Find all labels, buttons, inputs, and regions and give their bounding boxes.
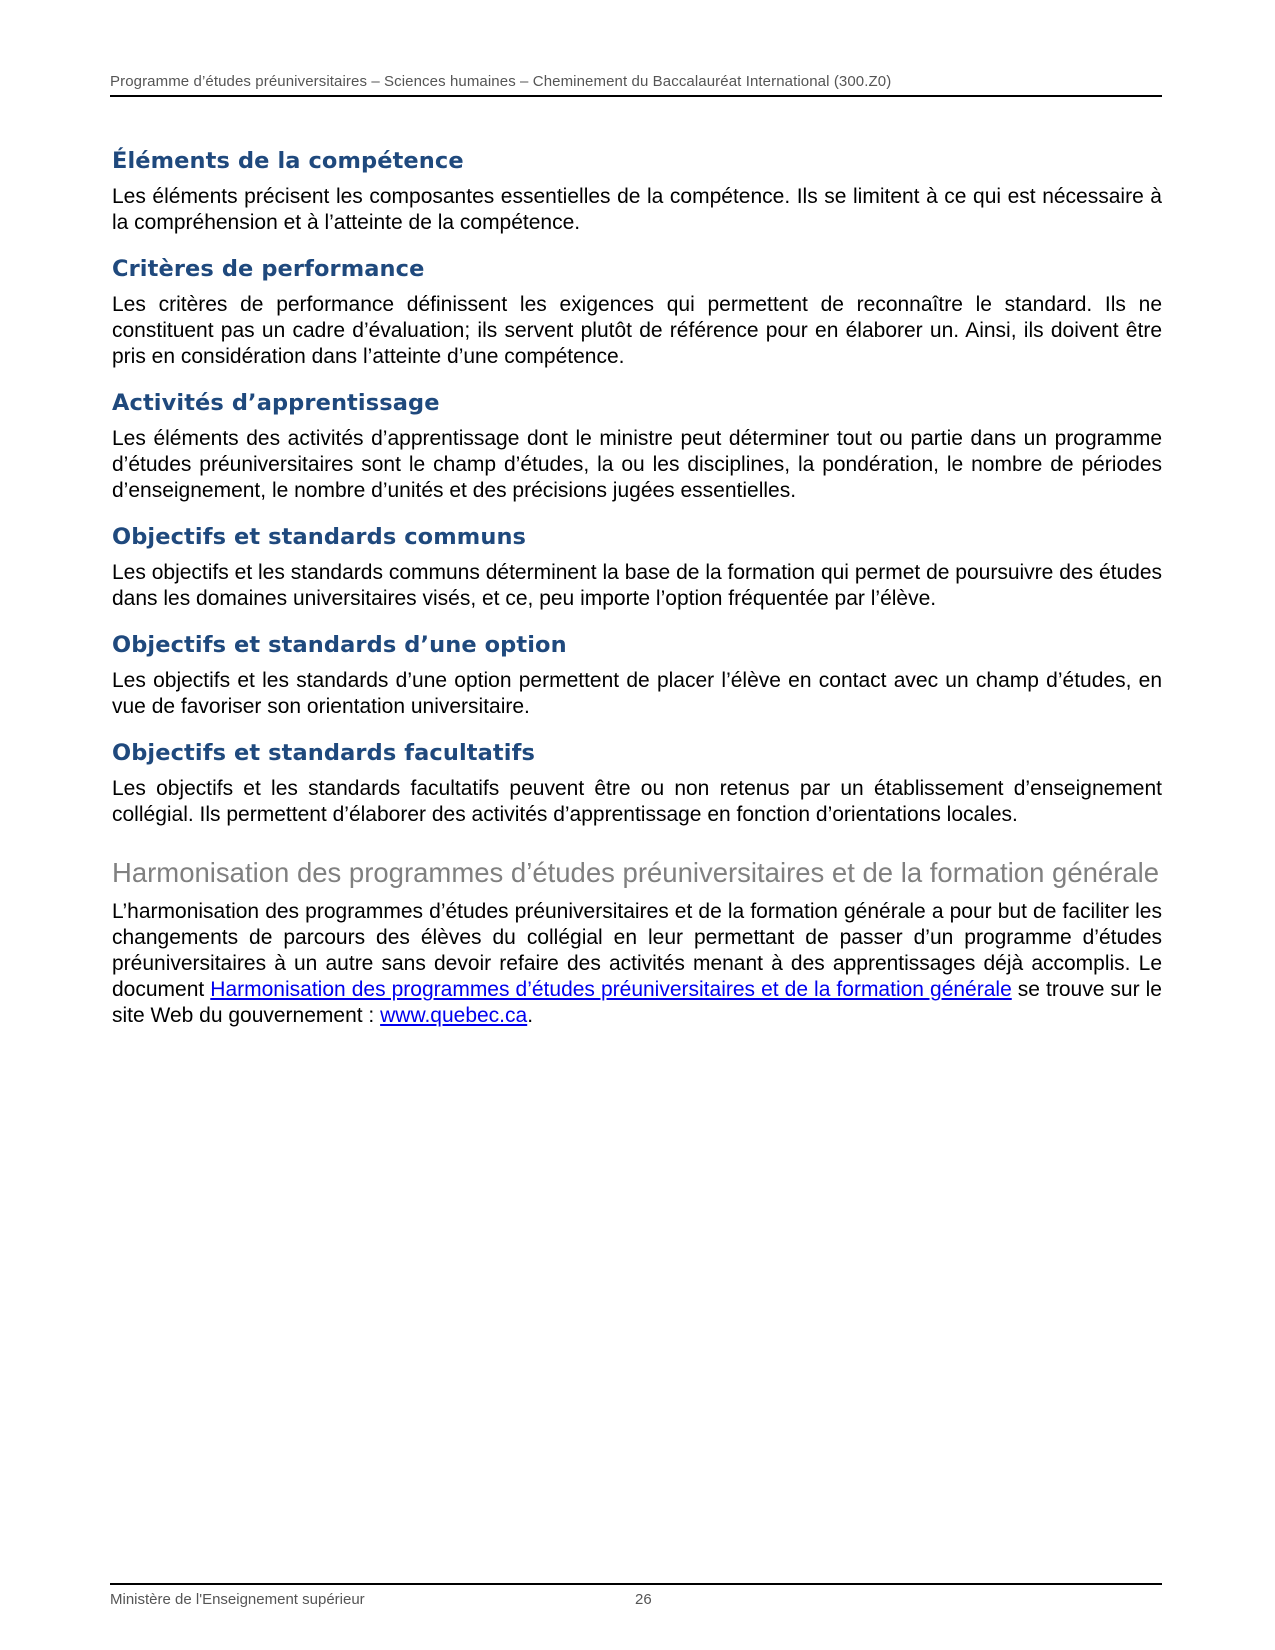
footer-organization: Ministère de l'Enseignement supérieur xyxy=(110,1591,365,1608)
harmonisation-text-intro: L’harmonisation des programmes d’études préuniversitaires et de la formation générale a pour but de faciliter les changements de parcours des élèves du collégial en leur permettant de passer d’un programme d’études préuniversitaires à un autre sans devoir refaire des activités menant à des apprentissages déjà accomplis. Le document xyxy=(112,900,1162,1001)
heading-objectifs-option: Objectifs et standards d’une option xyxy=(112,632,567,658)
running-title: Programme d’études préuniversitaires – Sciences humaines – Cheminement du Baccalauréat International (300.Z0) xyxy=(110,73,892,90)
heading-elements-competence: Éléments de la compétence xyxy=(112,148,464,174)
paragraph-objectifs-facultatifs: Les objectifs et les standards facultatifs peuvent être ou non retenus par un établissement d’enseignement collégial. Ils permettent d’élaborer des activités d’apprentissage en fonction d’orientations locales. xyxy=(112,777,1162,826)
page-number: 26 xyxy=(635,1591,652,1608)
page-content xyxy=(112,148,1162,1049)
harmonisation-text-between: se trouve sur le site Web du gouvernement : xyxy=(112,978,1162,1027)
paragraph-elements-competence: Les éléments précisent les composantes essentielles de la compétence. Ils se limitent à ce qui est nécessaire à la compréhension et à l’atteinte de la compétence. xyxy=(112,185,1162,234)
paragraph-objectifs-communs: Les objectifs et les standards communs déterminent la base de la formation qui permet de poursuivre des études dans les domaines universitaires visés, et ce, peu importe l’option fréquentée par l’élève. xyxy=(112,561,1162,610)
heading-activites-apprentissage: Activités d’apprentissage xyxy=(112,390,440,416)
paragraph-harmonisation xyxy=(112,899,1162,1029)
paragraph-criteres-performance: Les critères de performance définissent les exigences qui permettent de reconnaître le standard. Ils ne constituent pas un cadre d’évaluation; ils servent plutôt de référence pour en élaborer un. Ainsi, ils doivent être pris en considération dans l’atteinte d’une compétence. xyxy=(112,293,1162,368)
heading-harmonisation: Harmonisation des programmes d’études préuniversitaires et de la formation générale xyxy=(112,857,1160,888)
heading-criteres-performance: Critères de performance xyxy=(112,256,425,282)
running-header xyxy=(110,73,1162,97)
harmonisation-document-link[interactable]: Harmonisation des programmes d’études préuniversitaires et de la formation générale xyxy=(210,978,1012,1001)
harmonisation-text-end: . xyxy=(527,1004,534,1027)
heading-objectifs-communs: Objectifs et standards communs xyxy=(112,524,527,550)
paragraph-objectifs-option: Les objectifs et les standards d’une option permettent de placer l’élève en contact avec un champ d’études, en vue de favoriser son orientation universitaire. xyxy=(112,669,1162,718)
page-footer xyxy=(110,1583,1162,1613)
paragraph-activites-apprentissage: Les éléments des activités d’apprentissage dont le ministre peut déterminer tout ou partie dans un programme d’études préuniversitaires sont le champ d’études, la ou les disciplines, la pondération, le nombre de périodes d’enseignement, le nombre d’unités et des précisions jugées essentielles. xyxy=(112,427,1162,502)
quebec-website-link[interactable]: www.quebec.ca xyxy=(380,1004,528,1027)
heading-objectifs-facultatifs: Objectifs et standards facultatifs xyxy=(112,740,535,766)
